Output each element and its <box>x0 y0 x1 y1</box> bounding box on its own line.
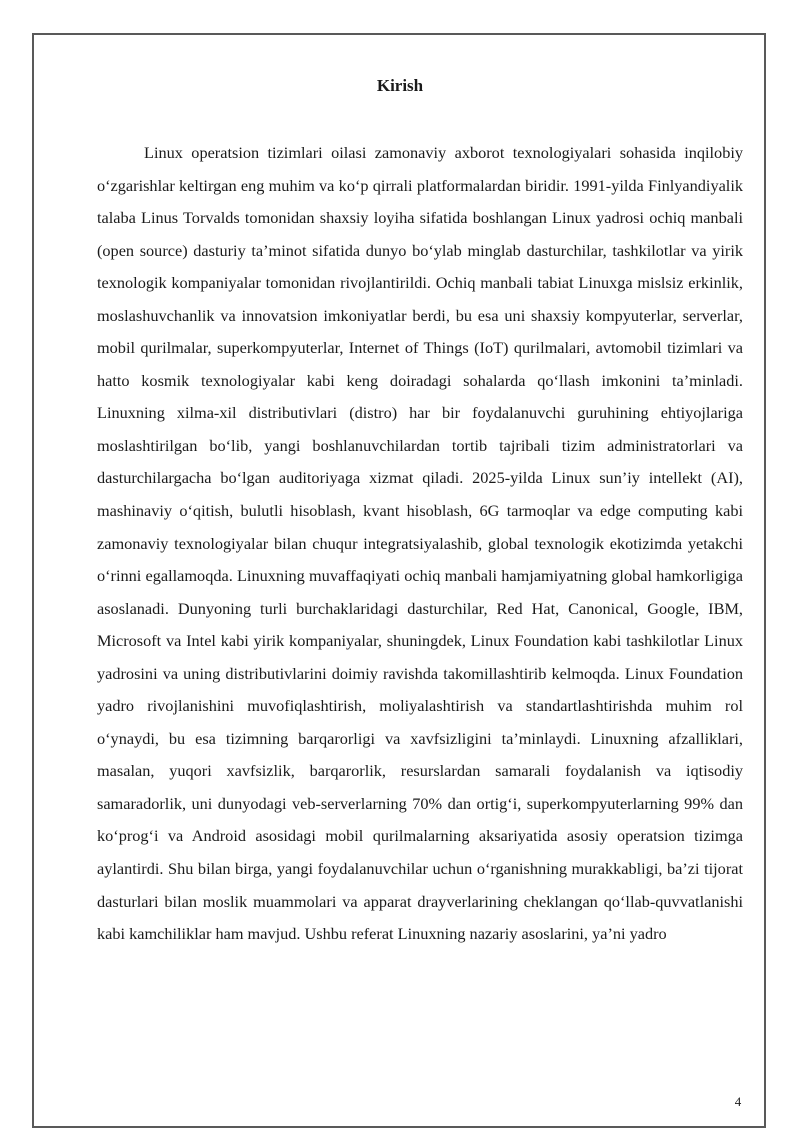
page-number: 4 <box>734 1094 742 1109</box>
body-paragraph: Linux operatsion tizimlari oilasi zamonaviy axborot texnologiyalari sohasida inqilobiy o‘zgarishlar keltirgan eng muhim va ko‘p qirrali platformalardan biridir. 1991-yilda Finlyandiyalik talaba Linus Torvalds tomonidan shaxsiy loyiha sifatida boshlangan Linux yadrosi ochiq manbali (open source) dasturiy ta’minot sifatida dunyo bo‘ylab minglab dasturchilar, tashkilotlar va yirik texnologik kompaniyalar tomonidan rivojlantirildi. Ochiq manbali tabiat Linuxga mislsiz erkinlik, moslashuvchanlik va innovatsion imkoniyatlar berdi, bu esa uni shaxsiy kompyuterlar, serverlar, mobil qurilmalar, superkompyuterlar, Internet of Things (IoT) qurilmalari, avtomobil tizimlari va hatto kosmik texnologiyalar kabi keng doiradagi sohalarda qo‘llash imkonini ta’minladi. Linuxning xilma-xil distributivlari (distro) har bir foydalanuvchi guruhining ehtiyojlariga moslashtirilgan bo‘lib, yangi boshlanuvchilardan tortib tajribali tizim administratorlari va dasturchilargacha bo‘lgan auditoriyaga xizmat qiladi. 2025-yilda Linux sun’iy intellekt (AI), mashinaviy o‘qitish, bulutli hisoblash, kvant hisoblash, 6G tarmoqlar va edge computing kabi zamonaviy texnologiyalar bilan chuqur integratsiyalashib, global texnologik ekotizimda yetakchi o‘rinni egallamoqda. Linuxning muvaffaqiyati ochiq manbali hamjamiyatning global hamkorligiga asoslanadi. Dunyoning turli burchaklaridagi dasturchilar, Red Hat, Canonical, Google, IBM, Microsoft va Intel kabi yirik kompaniyalar, shuningdek, Linux Foundation kabi tashkilotlar Linux yadrosini va uning distributivlarini doimiy ravishda takomillashtirib kelmoqda. Linux Foundation yadro rivojlanishini muvofiqlashtirish, moliyalashtirish va standartlashtirishda muhim rol o‘ynaydi, bu esa tizimning barqarorligi va xavfsizligini ta’minlaydi. Linuxning afzalliklari, masalan, yuqori xavfsizlik, barqarorlik, resurslardan samarali foydalanish va iqtisodiy samaradorlik, uni dunyodagi veb-serverlarning 70% dan ortig‘i, superkompyuterlarning 99% dan ko‘prog‘i va Android asosidagi mobil qurilmalarning aksariyatida asosiy operatsion tizimga aylantirdi. Shu bilan birga, yangi foydalanuvchilar uchun o‘rganishning murakkabligi, ba’zi tijorat dasturlari bilan moslik muammolari va apparat drayverlarining cheklangan qo‘llab-quvvatlanishi kabi kamchiliklar ham mavjud. Ushbu referat Linuxning nazariy asoslarini, ya’ni yadro <box>97 143 743 944</box>
section-title: Kirish <box>376 76 424 95</box>
